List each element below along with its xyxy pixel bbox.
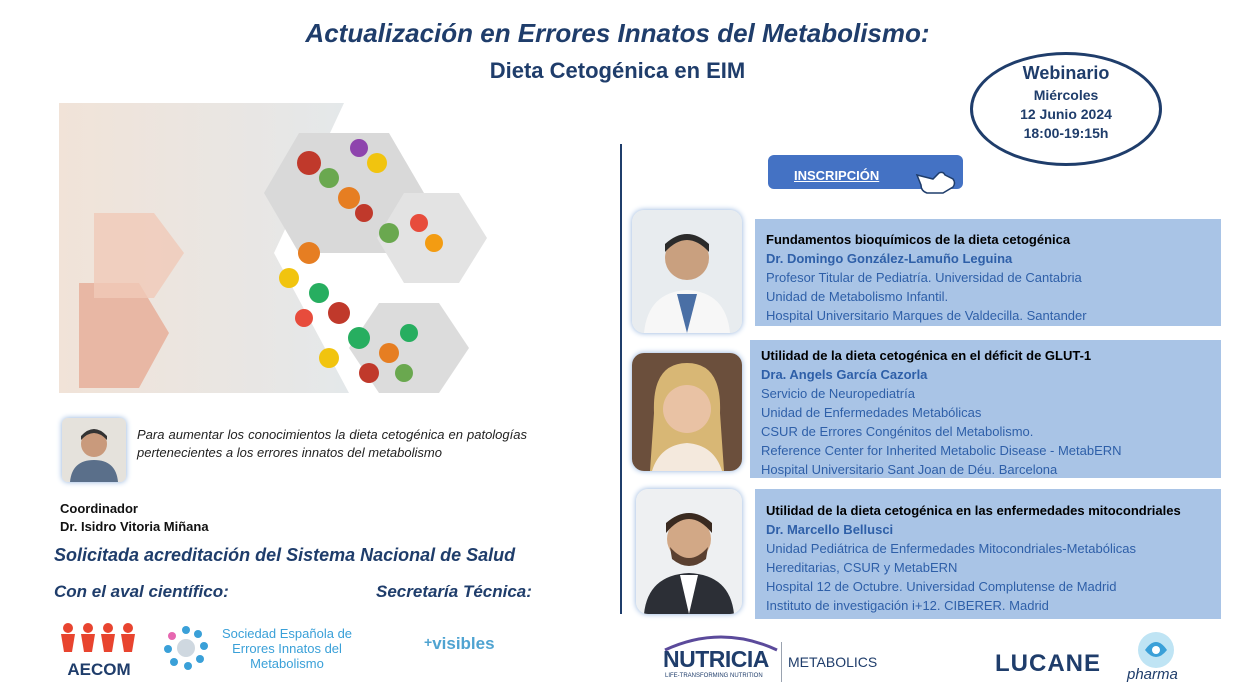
nutricia-tagline: LIFE-TRANSFORMING NUTRITION [665,673,763,679]
dots-icon [162,624,210,672]
coordinator-block [60,500,209,536]
webinar-date: 12 Junio 2024 [1020,106,1112,122]
seeim-line3: Metabolismo [250,656,324,671]
aval-label: Con el aval científico: [54,582,229,601]
accreditation-note: Solicitada acreditación del Sistema Nacional de Salud [54,545,516,565]
people-icon [58,622,140,654]
speaker-affiliation: Servicio de Neuropediatría [761,386,915,401]
webinar-time: 18:00-19:15h [1023,125,1109,141]
talk-title: Utilidad de la dieta cetogénica en las enfermedades mitocondriales [766,503,1181,518]
talk-title: Fundamentos bioquímicos de la dieta cetogénica [766,232,1071,247]
speaker-affiliation: CSUR de Errores Congénitos del Metabolismo. [761,424,1034,439]
speaker-name: Dr. Marcello Bellusci [766,522,894,537]
seeim-line1: Sociedad Española de [221,626,353,641]
talk-title: Utilidad de la dieta cetogénica en el déficit de GLUT-1 [761,348,1092,363]
speaker-affiliation: Hospital 12 de Octubre. Universidad Complutense de Madrid [766,579,1117,594]
speaker-affiliation: Hospital Universitario Sant Joan de Déu. Barcelona [761,462,1058,477]
hero-image [59,103,499,393]
webinar-label: Webinario [1022,63,1110,83]
speaker-affiliation: Unidad de Enfermedades Metabólicas [761,405,982,420]
secretaria-label: Secretaría Técnica: [376,582,532,601]
speaker-affiliation: Profesor Titular de Pediatría. Universidad de Cantabria [766,270,1082,285]
coordinator-description: Para aumentar los conocimientos la dieta cetogénica en patologías pertenecientes a los errores innatos del metabolismo [137,427,527,460]
pointing-hand-icon [915,165,957,195]
nutricia-logo [663,632,883,684]
talk-panel [750,340,1221,478]
metabolics-text: METABOLICS [788,654,878,670]
aecom-text: AECOM [67,660,131,679]
divider [620,144,622,614]
page-subtitle: Dieta Cetogénica en EIM [489,58,746,83]
registration-button[interactable] [768,155,963,189]
nutricia-text: NUTRICIA [663,646,769,672]
logo-divider [781,642,782,682]
speaker-affiliation: Hereditarias, CSUR y MetabERN [766,560,958,575]
visibles-text: visibles [432,634,495,653]
coordinator-role: Coordinador [60,501,138,516]
webinar-day: Miércoles [1033,87,1099,103]
talk-panel [755,219,1221,326]
speaker-name: Dra. Angels García Cazorla [761,367,928,382]
visibles-logo [424,634,495,654]
webinar-badge [970,52,1162,166]
page-title: Actualización en Errores Innatos del Metabolismo: [305,18,930,48]
registration-label: INSCRIPCIÓN [794,168,880,183]
speaker-photo [632,210,742,333]
coordinator-photo [62,418,126,482]
talk-panel [755,489,1221,619]
coordinator-name: Dr. Isidro Vitoria Miñana [60,519,209,534]
speaker-photo [636,489,742,614]
lucane-text: LUCANE [995,650,1101,677]
speaker-affiliation: Hospital Universitario Marques de Valdecilla. Santander [766,308,1087,323]
speaker-affiliation: Unidad de Metabolismo Infantil. [766,289,949,304]
speaker-name: Dr. Domingo González-Lamuño Leguina [766,251,1013,266]
pharma-text: pharma [1127,666,1178,683]
speaker-photo [632,353,742,471]
aecom-logo [58,622,140,678]
speaker-affiliation: Reference Center for Inherited Metabolic Disease - MetabERN [761,443,1122,458]
lucane-logo [995,628,1185,684]
seeim-line2: Errores Innatos del [232,641,342,656]
speaker-affiliation: Unidad Pediátrica de Enfermedades Mitocondriales-Metabólicas [766,541,1136,556]
speaker-affiliation: Instituto de investigación i+12. CIBERER. Madrid [766,598,1049,613]
seeim-logo [162,624,362,674]
plus-icon: + [424,634,433,650]
